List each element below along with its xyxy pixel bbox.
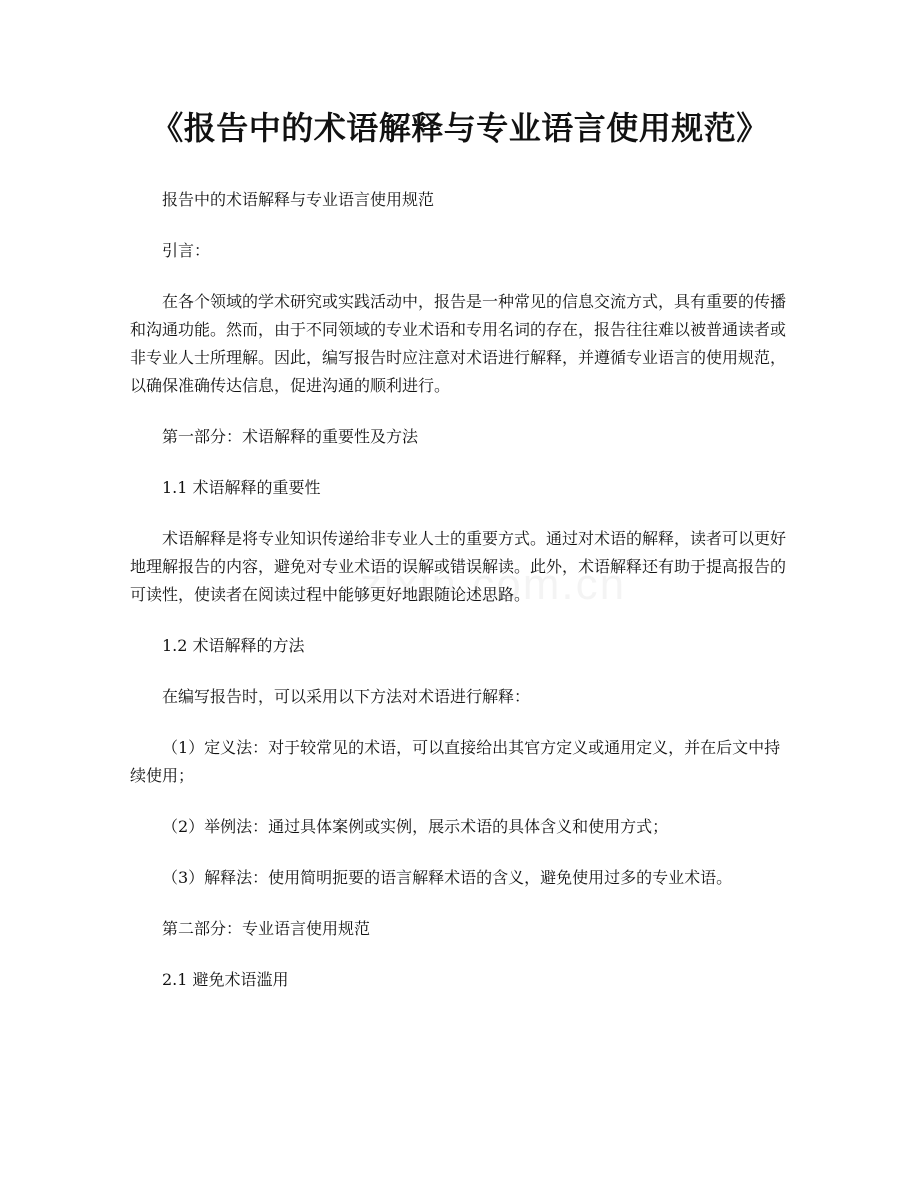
method-item-1: （1）定义法：对于较常见的术语，可以直接给出其官方定义或通用定义，并在后文中持续使用； (130, 738, 781, 785)
section-1-1-heading: 1.1 术语解释的重要性 (162, 478, 321, 497)
document-body (130, 186, 790, 994)
section-1-2-heading: 1.2 术语解释的方法 (162, 636, 305, 655)
section-label-intro: 引言： (162, 241, 211, 260)
intro-paragraph: 在各个领域的学术研究或实践活动中，报告是一种常见的信息交流方式，具有重要的传播和沟通功能。然而，由于不同领域的专业术语和专用名词的存在，报告往往难以被普通读者或非专业人士所理解。因此，编写报告时应注意对术语进行解释，并遵循专业语言的使用规范，以确保准确传达信息，促进沟通的顺利进行。 (130, 292, 787, 395)
part-two-heading: 第二部分：专业语言使用规范 (162, 919, 371, 938)
method-item-3: （3）解释法：使用简明扼要的语言解释术语的含义，避免使用过多的专业术语。 (162, 868, 733, 887)
section-1-1-paragraph: 术语解释是将专业知识传递给非专业人士的重要方式。通过对术语的解释，读者可以更好地理解报告的内容，避免对专业术语的误解或错误解读。此外，术语解释还有助于提高报告的可读性，使读者在阅读过程中能够更好地跟随论述思路。 (130, 529, 787, 604)
document-title: 《报告中的术语解释与专业语言使用规范》 (151, 109, 769, 147)
subtitle: 报告中的术语解释与专业语言使用规范 (162, 190, 435, 209)
section-2-1-heading: 2.1 避免术语滥用 (162, 970, 289, 989)
section-1-2-intro: 在编写报告时，可以采用以下方法对术语进行解释： (162, 687, 531, 706)
method-item-2: （2）举例法：通过具体案例或实例，展示术语的具体含义和使用方式； (162, 817, 669, 836)
part-one-heading: 第一部分：术语解释的重要性及方法 (162, 427, 419, 446)
